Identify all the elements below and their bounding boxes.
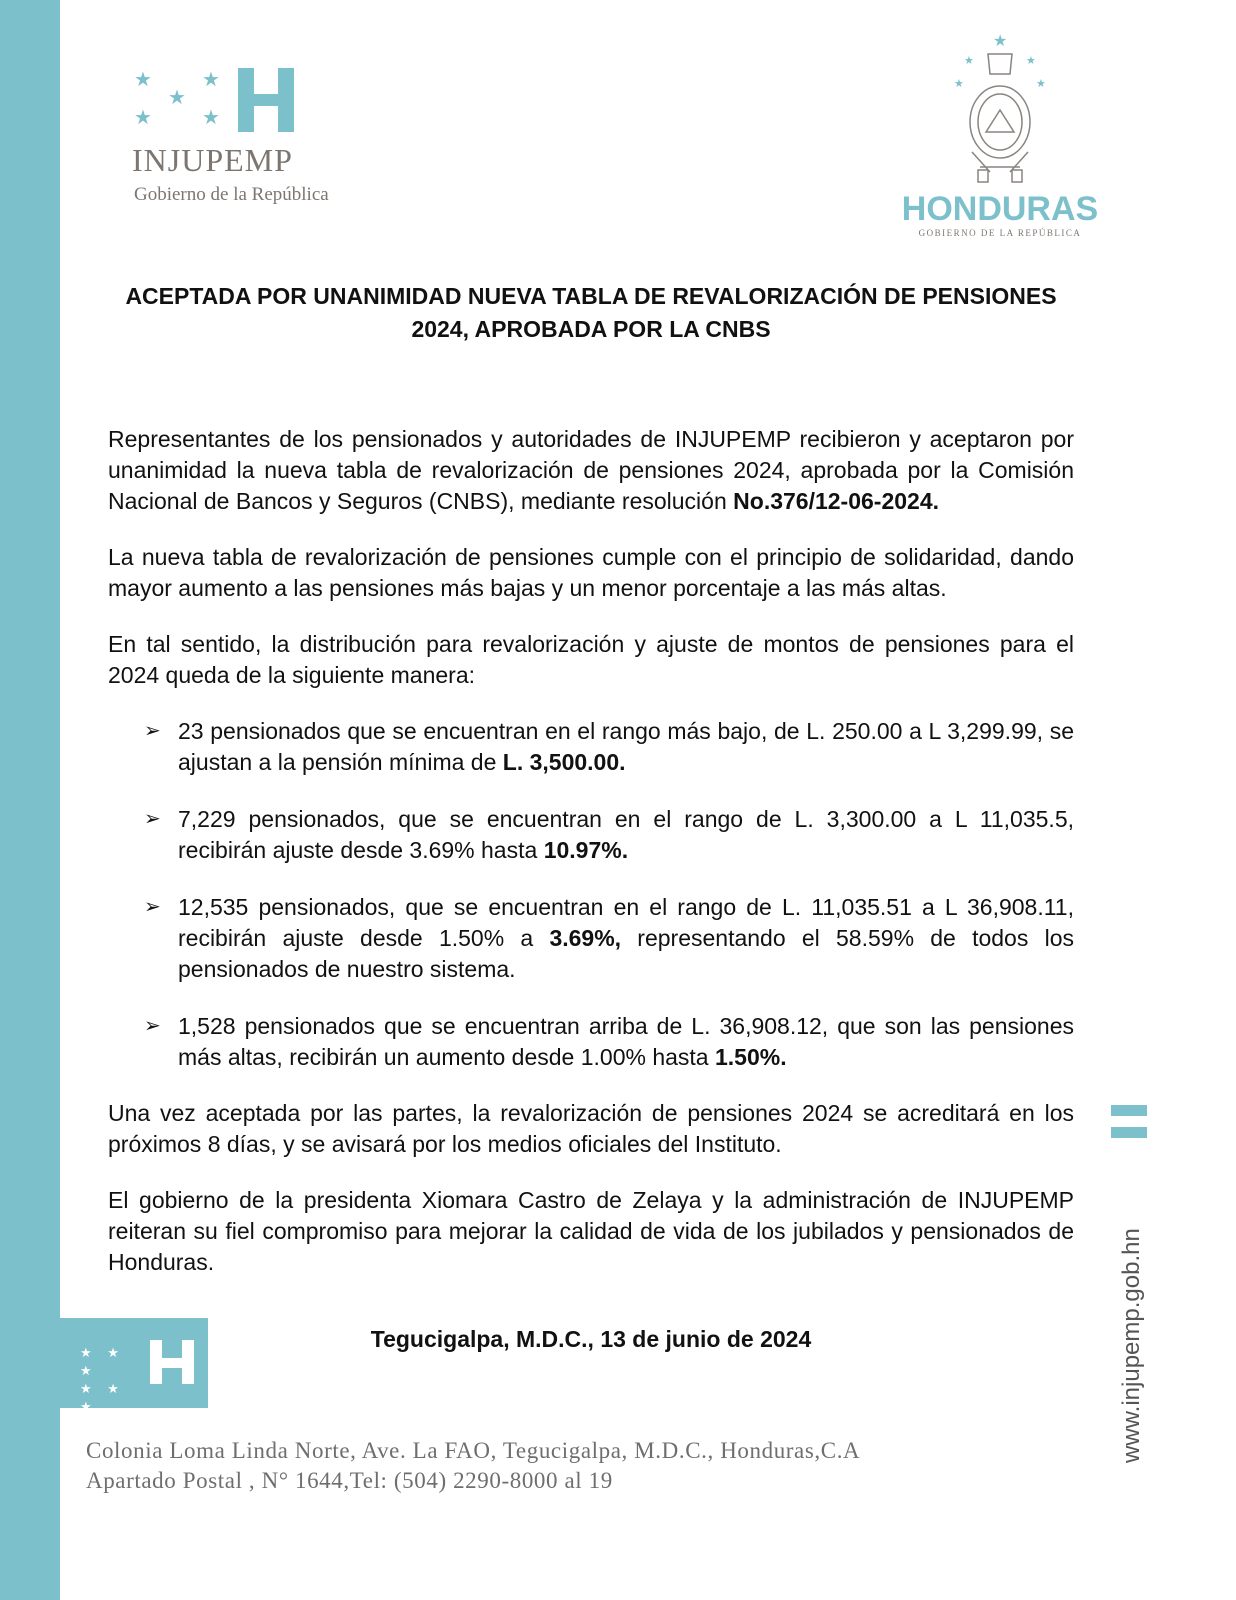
list-item-text: 7,229 pensionados, que se encuentran en el rango de L. 3,300.00 a L 11,035.5, recibirán ajuste desde 3.69% hasta — [178, 806, 1074, 863]
arrow-bullet-icon: ➢ — [144, 1015, 161, 1037]
title-line-2: 2024, APROBADA POR LA CNBS — [411, 316, 771, 342]
svg-text:★: ★ — [1036, 78, 1046, 90]
injupemp-logo-name: INJUPEMP — [132, 142, 293, 178]
honduras-logo-name: HONDURAS — [901, 190, 1099, 228]
coat-of-arms-icon — [950, 32, 1050, 192]
list-item-bold: 1.50%. — [715, 1044, 787, 1070]
arrow-bullet-icon: ➢ — [144, 720, 161, 742]
document-title — [108, 280, 1074, 346]
injupemp-logo-subtitle: Gobierno de la República — [134, 184, 329, 205]
honduras-logo — [900, 32, 1100, 247]
resolution-number: No.376/12-06-2024. — [733, 488, 940, 514]
svg-text:★: ★ — [964, 55, 974, 67]
list-item-text: 23 pensionados que se encuentran en el rango más bajo, de L. 250.00 a L 3,299.99, se ajustan a la pensión mínima de — [178, 718, 1074, 775]
website-link[interactable] — [1118, 1205, 1148, 1465]
address-line-2: Apartado Postal , N° 1644,Tel: (504) 2290-8000 al 19 — [86, 1468, 613, 1493]
paragraph-1 — [108, 424, 1074, 517]
left-decorative-stripe — [0, 0, 60, 1600]
equals-bars-icon — [1111, 1105, 1147, 1141]
footer-address — [86, 1436, 860, 1496]
arrow-bullet-icon: ➢ — [144, 896, 161, 918]
h-icon — [238, 68, 294, 132]
svg-text:★: ★ — [954, 78, 964, 90]
list-item-text-after: representando el 58.59% de todos los pensionados de nuestro sistema. — [178, 925, 1074, 982]
list-item-bold: L. 3,500.00. — [502, 749, 626, 775]
paragraph-1-text: Representantes de los pensionados y autoridades de INJUPEMP recibieron y aceptaron por unanimidad la nueva tabla de revalorización de pensiones 2024, aprobada por la Comisión Nacional de Bancos y Seguros (CNBS), mediante resolución — [108, 426, 1074, 514]
website-text[interactable]: www.injupemp.gob.hn — [1118, 1228, 1145, 1463]
list-item-text: 12,535 pensionados, que se encuentran en el rango de L. 11,035.51 a L 36,908.11, recibirán ajuste desde 1.50% a — [178, 894, 1074, 951]
list-item-bold: 10.97%. — [543, 837, 629, 863]
document-date: Tegucigalpa, M.D.C., 13 de junio de 2024 — [370, 1326, 812, 1352]
star-icons: ★ ★ ★ ★ ★ ★ — [80, 1345, 125, 1414]
svg-text:★: ★ — [993, 33, 1008, 50]
paragraph-2: La nueva tabla de revalorización de pensiones cumple con el principio de solidaridad, dando mayor aumento a las pensiones más bajas y un menor porcentaje a las más altas. — [108, 544, 1074, 601]
title-line-1: ACEPTADA POR UNANIMIDAD NUEVA TABLA DE REVALORIZACIÓN DE PENSIONES — [125, 283, 1057, 309]
arrow-bullet-icon: ➢ — [144, 808, 161, 830]
svg-text:★: ★ — [1026, 55, 1036, 67]
paragraph-3: En tal sentido, la distribución para revalorización y ajuste de montos de pensiones para el 2024 queda de la siguiente manera: — [108, 631, 1074, 688]
injupemp-logo: ★ ★ ★ ★ ★ INJUPEMP Gobierno de la República — [132, 69, 329, 205]
list-item-text: 1,528 pensionados que se encuentran arriba de L. 36,908.12, que son las pensiones más altas, recibirán un aumento desde 1.00% hasta — [178, 1013, 1074, 1070]
list-item-bold: 3.69%, — [549, 925, 622, 951]
address-line-1: Colonia Loma Linda Norte, Ave. La FAO, Tegucigalpa, M.D.C., Honduras,C.A — [86, 1438, 861, 1463]
paragraph-4: Una vez aceptada por las partes, la revalorización de pensiones 2024 se acreditará en los próximos 8 días, y se avisará por los medios oficiales del Instituto. — [108, 1100, 1074, 1157]
paragraph-5: El gobierno de la presidenta Xiomara Castro de Zelaya y la administración de INJUPEMP reiteran su fiel compromiso para mejorar la calidad de vida de los jubilados y pensionados de Honduras. — [108, 1187, 1074, 1275]
honduras-logo-subtitle: GOBIERNO DE LA REPÚBLICA — [918, 228, 1082, 238]
